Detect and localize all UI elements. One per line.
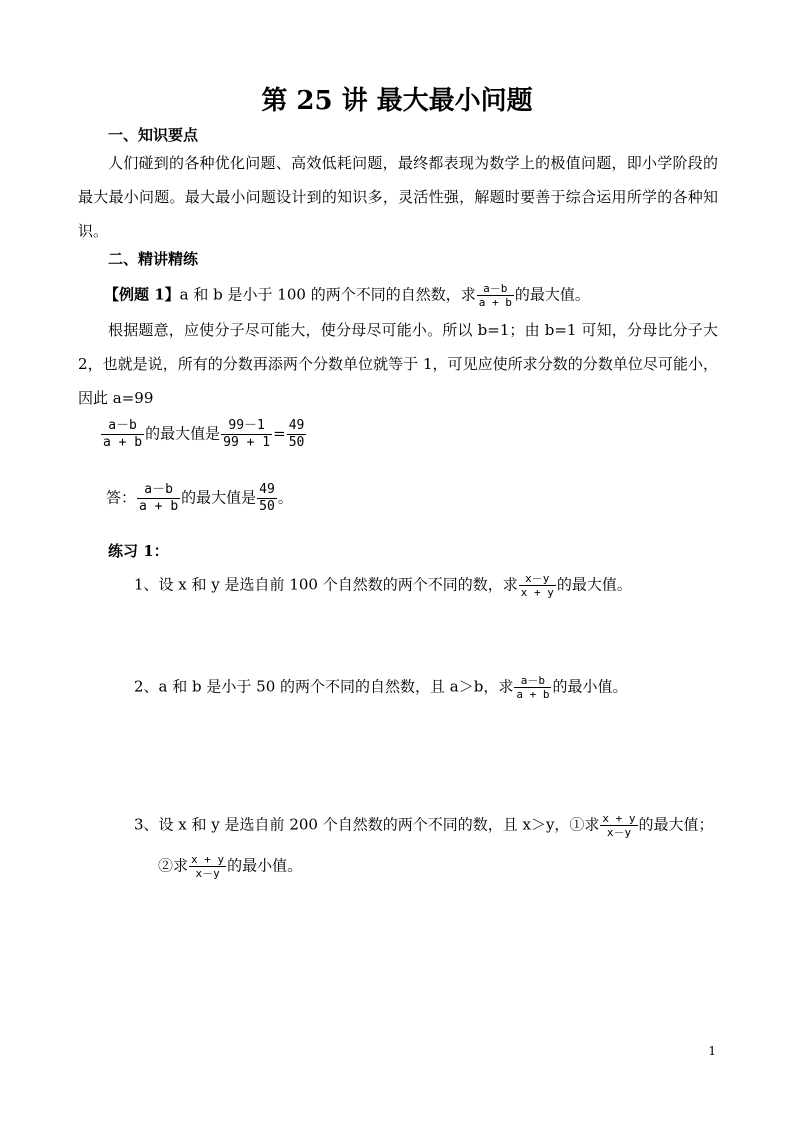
fraction-numerator: x－y — [525, 572, 550, 585]
fraction-numerator: 49 — [288, 418, 305, 433]
fraction — [189, 853, 226, 880]
fraction-denominator: 99 + 1 — [223, 435, 271, 450]
page-number: 1 — [708, 1044, 716, 1058]
example-1-label: 【例题 1】 — [104, 285, 180, 304]
fraction-numerator: x + y — [191, 853, 225, 866]
question-text-end: 的最小值。 — [552, 677, 628, 696]
example-1-solution: 根据题意，应使分子尽可能大，使分母尽可能小。所以 b=1；由 b=1 可知，分母比分子大 2，也就是说，所有的分数再添两个分数单位就等于 1，可见应使所求分数的分数单位尽可能小，因此 a=99 — [78, 321, 718, 407]
equals-sign: = — [273, 424, 286, 443]
fraction-numerator: x + y — [602, 812, 636, 825]
practice-question-1 — [134, 572, 632, 599]
answer-end: 。 — [277, 488, 293, 507]
fraction-denominator: a + b — [516, 688, 550, 701]
question-text: 3、设 x 和 y 是选自前 200 个自然数的两个不同的数，且 x＞y，①求 — [134, 815, 600, 834]
question-text-end: 的最小值。 — [227, 856, 303, 875]
fraction — [600, 812, 637, 839]
fraction — [101, 418, 144, 451]
fraction — [514, 674, 551, 701]
example-1-text: a 和 b 是小于 100 的两个不同的自然数，求 — [179, 285, 476, 304]
fraction — [257, 482, 277, 515]
fraction-numerator: 49 — [259, 482, 275, 497]
fraction — [519, 572, 556, 599]
section-heading-knowledge: 一、知识要点 — [108, 126, 199, 144]
fraction-numerator: 99－1 — [228, 418, 265, 433]
fraction — [221, 418, 272, 451]
answer-text: 的最大值是 — [181, 488, 257, 507]
practice-question-3 — [134, 812, 714, 839]
section-heading-practice: 二、精讲精练 — [108, 250, 199, 268]
fraction-numerator: a－b — [520, 674, 546, 687]
practice-question-3-part-2 — [158, 853, 302, 880]
fraction-denominator: a + b — [103, 435, 143, 450]
example-1-text-end: 的最大值。 — [514, 285, 590, 304]
question-text-end: 的最大值； — [638, 815, 714, 834]
calculation-line — [100, 418, 307, 451]
question-text: 2、a 和 b 是小于 50 的两个不同的自然数，且 a＞b，求 — [134, 677, 514, 696]
answer-label: 答： — [106, 488, 137, 507]
practice-question-2 — [134, 674, 627, 701]
fraction-denominator: x + y — [520, 586, 554, 599]
fraction — [137, 482, 180, 515]
example-1-line — [104, 282, 590, 309]
fraction-denominator: a + b — [478, 296, 512, 309]
question-text: ②求 — [158, 856, 189, 875]
question-text-end: 的最大值。 — [556, 575, 632, 594]
fraction-denominator: x－y — [606, 826, 632, 839]
fraction-numerator: a－b — [483, 282, 508, 295]
fraction-denominator: a + b — [139, 499, 179, 514]
question-text: 1、设 x 和 y 是选自前 100 个自然数的两个不同的数，求 — [134, 575, 518, 594]
practice-heading: 练习 1： — [108, 542, 169, 560]
fraction-denominator: x－y — [195, 867, 220, 880]
fraction-denominator: 50 — [259, 499, 275, 514]
fraction-numerator: a－b — [144, 482, 173, 497]
fraction — [477, 282, 514, 309]
calc-text: 的最大值是 — [145, 424, 221, 443]
fraction — [287, 418, 307, 451]
page-title: 第 25 讲 最大最小问题 — [261, 86, 533, 116]
answer-line — [106, 482, 293, 515]
fraction-numerator: a－b — [108, 418, 137, 433]
fraction-denominator: 50 — [288, 435, 305, 450]
knowledge-paragraph: 人们碰到的各种优化问题、高效低耗问题，最终都表现为数学上的极值问题，即小学阶段的最大最小问题。最大最小问题设计到的知识多，灵活性强，解题时要善于综合运用所学的各种知识。 — [78, 154, 718, 240]
